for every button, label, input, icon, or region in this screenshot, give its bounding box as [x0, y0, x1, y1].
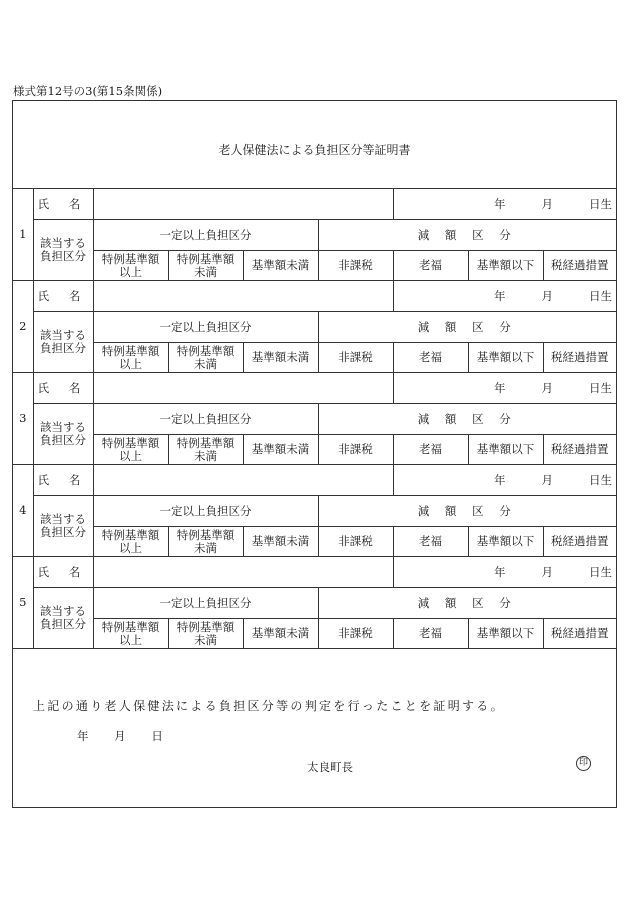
birth-date-field[interactable]: [393, 189, 616, 220]
category-label-line2: 負担区分: [40, 341, 86, 355]
option-tax-exempt[interactable]: 非課税: [318, 527, 393, 557]
birth-date: [394, 474, 617, 487]
category-options-row: [13, 343, 616, 373]
category-label-line2: 負担区分: [40, 525, 86, 539]
fixed-burden-group-header: 一定以上負担区分: [93, 588, 318, 619]
option-special-above-line1: 特例基準額: [101, 343, 160, 358]
name-field[interactable]: [93, 281, 393, 312]
birth-date-field[interactable]: [393, 373, 616, 404]
option-special-above-line1: 特例基準額: [101, 435, 160, 450]
document-title: 老人保健法による負担区分等証明書: [218, 143, 411, 157]
birth-day-label: 日生: [589, 288, 612, 303]
title-area: [13, 101, 616, 189]
option-standard-or-less[interactable]: 基準額以下: [468, 251, 543, 281]
option-elderly-welfare[interactable]: 老福: [393, 527, 468, 557]
option-tax-exempt[interactable]: 非課税: [318, 619, 393, 649]
option-special-below[interactable]: [168, 527, 243, 557]
option-standard-or-less[interactable]: 基準額以下: [468, 527, 543, 557]
reduction-group-header: [318, 220, 616, 251]
option-special-below-line2: 未満: [194, 448, 217, 463]
issue-date-year: 年: [77, 729, 89, 743]
birth-date: [394, 382, 617, 395]
option-tax-transitional[interactable]: 税経過措置: [543, 435, 616, 465]
name-field[interactable]: [93, 557, 393, 588]
option-special-above-line1: 特例基準額: [101, 251, 160, 266]
option-below-standard[interactable]: 基準額未満: [243, 343, 318, 373]
option-special-below-line1: 特例基準額: [176, 527, 235, 542]
option-special-below-line1: 特例基準額: [176, 619, 235, 634]
reduction-group-text: 減 額 区 分: [417, 227, 517, 242]
reduction-group-header: [318, 404, 616, 435]
category-group-row: [13, 220, 616, 251]
birth-month-label: 月: [541, 288, 553, 303]
category-label: [33, 312, 93, 373]
birth-year-label: 年: [494, 380, 506, 395]
reduction-group-text: 減 額 区 分: [417, 595, 517, 610]
option-special-below[interactable]: [168, 435, 243, 465]
birth-month-label: 月: [541, 196, 553, 211]
reduction-group-text: 減 額 区 分: [417, 411, 517, 426]
option-special-below-line1: 特例基準額: [176, 251, 235, 266]
option-special-above-line2: 以上: [119, 448, 142, 463]
entry-name-row: [13, 465, 616, 496]
fixed-burden-group-header: 一定以上負担区分: [93, 220, 318, 251]
option-special-above-line1: 特例基準額: [101, 527, 160, 542]
option-special-below[interactable]: [168, 251, 243, 281]
fixed-burden-group-header: 一定以上負担区分: [93, 496, 318, 527]
certificate-frame: [12, 100, 617, 808]
birth-year-label: 年: [494, 196, 506, 211]
fixed-burden-group-header: 一定以上負担区分: [93, 404, 318, 435]
option-standard-or-less[interactable]: 基準額以下: [468, 435, 543, 465]
name-label: [33, 281, 93, 312]
option-below-standard[interactable]: 基準額未満: [243, 619, 318, 649]
category-group-row: [13, 496, 616, 527]
name-label: [33, 189, 93, 220]
option-tax-transitional[interactable]: 税経過措置: [543, 251, 616, 281]
name-label: [33, 373, 93, 404]
birth-year-label: 年: [494, 472, 506, 487]
option-elderly-welfare[interactable]: 老福: [393, 343, 468, 373]
option-elderly-welfare[interactable]: 老福: [393, 435, 468, 465]
option-special-below[interactable]: [168, 343, 243, 373]
fixed-burden-group-header: 一定以上負担区分: [93, 312, 318, 343]
birth-month-label: 月: [541, 472, 553, 487]
category-label-line1: 該当する: [40, 420, 86, 434]
option-below-standard[interactable]: 基準額未満: [243, 251, 318, 281]
option-tax-transitional[interactable]: 税経過措置: [543, 343, 616, 373]
category-options-row: [13, 619, 616, 649]
birth-year-label: 年: [494, 288, 506, 303]
option-special-below-line1: 特例基準額: [176, 343, 235, 358]
name-label-text: 氏 名: [37, 472, 89, 487]
issuer-title: 太良町長: [307, 760, 353, 774]
category-label-line2: 負担区分: [40, 249, 86, 263]
category-label-line1: 該当する: [40, 512, 86, 526]
category-label-line1: 該当する: [40, 328, 86, 342]
entry-number: 4: [13, 465, 33, 557]
option-tax-exempt[interactable]: 非課税: [318, 343, 393, 373]
category-label: [33, 404, 93, 465]
form-number-label: 様式第12号の3(第15条関係): [13, 84, 163, 98]
option-tax-transitional[interactable]: 税経過措置: [543, 527, 616, 557]
category-label: [33, 496, 93, 557]
issue-date-day: 日: [151, 729, 163, 743]
name-label-text: 氏 名: [37, 564, 89, 579]
birth-day-label: 日生: [589, 380, 612, 395]
birth-day-label: 日生: [589, 196, 612, 211]
entry-number: 5: [13, 557, 33, 649]
option-standard-or-less[interactable]: 基準額以下: [468, 343, 543, 373]
option-tax-transitional[interactable]: 税経過措置: [543, 619, 616, 649]
option-special-above[interactable]: [93, 527, 168, 557]
entry-number: 3: [13, 373, 33, 465]
birth-date: [394, 290, 617, 303]
option-special-below[interactable]: [168, 619, 243, 649]
birth-date: [394, 566, 617, 579]
name-field[interactable]: [93, 189, 393, 220]
category-label-line2: 負担区分: [40, 617, 86, 631]
entry-name-row: [13, 189, 616, 220]
option-special-below-line2: 未満: [194, 540, 217, 555]
option-elderly-welfare[interactable]: 老福: [393, 251, 468, 281]
issue-date-month: 月: [114, 729, 126, 743]
category-label-line1: 該当する: [40, 236, 86, 250]
entry-name-row: [13, 281, 616, 312]
reduction-group-text: 減 額 区 分: [417, 503, 517, 518]
option-standard-or-less[interactable]: 基準額以下: [468, 619, 543, 649]
name-label-text: 氏 名: [37, 288, 89, 303]
category-label: [33, 220, 93, 281]
option-special-above-line2: 以上: [119, 632, 142, 647]
issue-date-line: [77, 728, 185, 744]
reduction-group-text: 減 額 区 分: [417, 319, 517, 334]
option-special-above-line2: 以上: [119, 540, 142, 555]
name-label: [33, 465, 93, 496]
reduction-group-header: [318, 496, 616, 527]
entry-name-row: [13, 557, 616, 588]
birth-date: [394, 198, 617, 211]
birth-year-label: 年: [494, 564, 506, 579]
birth-day-label: 日生: [589, 564, 612, 579]
name-label-text: 氏 名: [37, 380, 89, 395]
option-tax-exempt[interactable]: 非課税: [318, 435, 393, 465]
reduction-group-header: [318, 312, 616, 343]
birth-date-field[interactable]: [393, 557, 616, 588]
option-below-standard[interactable]: 基準額未満: [243, 527, 318, 557]
seal-mark: 印: [576, 756, 591, 771]
entry-number: 1: [13, 189, 33, 281]
birth-date-field[interactable]: [393, 465, 616, 496]
certificate-grid: [13, 188, 616, 649]
option-special-below-line2: 未満: [194, 356, 217, 371]
name-label-text: 氏 名: [37, 196, 89, 211]
certification-statement: 上記の通り老人保健法による負担区分等の判定を行ったことを証明する。: [33, 699, 505, 713]
option-below-standard[interactable]: 基準額未満: [243, 435, 318, 465]
birth-date-field[interactable]: [393, 281, 616, 312]
category-group-row: [13, 404, 616, 435]
birth-month-label: 月: [541, 380, 553, 395]
option-tax-exempt[interactable]: 非課税: [318, 251, 393, 281]
category-options-row: [13, 527, 616, 557]
option-special-above-line2: 以上: [119, 356, 142, 371]
entry-name-row: [13, 373, 616, 404]
name-field[interactable]: [93, 373, 393, 404]
name-label: [33, 557, 93, 588]
category-options-row: [13, 251, 616, 281]
name-field[interactable]: [93, 465, 393, 496]
option-special-above-line1: 特例基準額: [101, 619, 160, 634]
option-special-above[interactable]: [93, 435, 168, 465]
reduction-group-header: [318, 588, 616, 619]
option-special-below-line2: 未満: [194, 632, 217, 647]
option-special-below-line2: 未満: [194, 264, 217, 279]
birth-day-label: 日生: [589, 472, 612, 487]
birth-month-label: 月: [541, 564, 553, 579]
option-special-above[interactable]: [93, 619, 168, 649]
option-elderly-welfare[interactable]: 老福: [393, 619, 468, 649]
category-label-line2: 負担区分: [40, 433, 86, 447]
category-group-row: [13, 588, 616, 619]
category-group-row: [13, 312, 616, 343]
category-label-line1: 該当する: [40, 604, 86, 618]
option-special-above-line2: 以上: [119, 264, 142, 279]
option-special-above[interactable]: [93, 251, 168, 281]
option-special-below-line1: 特例基準額: [176, 435, 235, 450]
category-options-row: [13, 435, 616, 465]
category-label: [33, 588, 93, 649]
entry-number: 2: [13, 281, 33, 373]
option-special-above[interactable]: [93, 343, 168, 373]
